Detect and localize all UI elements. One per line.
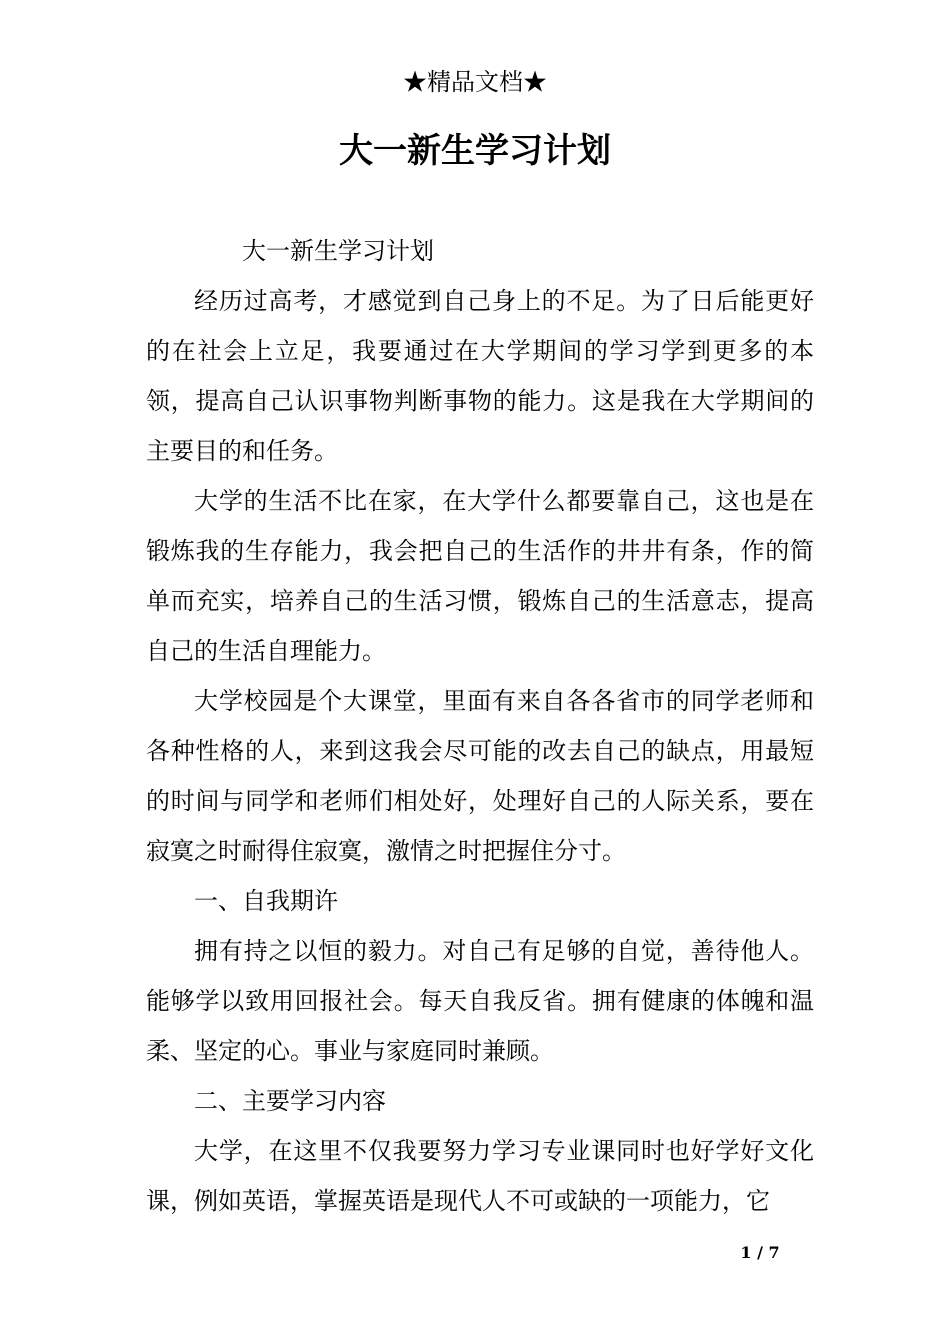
- page-number: 1 / 7: [740, 1243, 780, 1262]
- self-expectation-paragraph: 拥有持之以恒的毅力。对自己有足够的自觉，善待他人。能够学以致用回报社会。每天自我反省。拥有健康的体魄和温柔、坚定的心。事业与家庭同时兼顾。: [146, 937, 814, 1065]
- document-title: 大一新生学习计划: [339, 131, 611, 171]
- intro-paragraph: 经历过高考，才感觉到自己身上的不足。为了日后能更好的在社会上立足，我要通过在大学期间的学习学到更多的本领，提高自己认识事物判断事物的能力。这是我在大学期间的主要目的和任务。: [146, 287, 814, 465]
- subtitle-paragraph: 大一新生学习计划: [242, 237, 434, 265]
- section-heading-self-expectation: 一、自我期许: [194, 887, 338, 915]
- section-heading-study-content: 二、主要学习内容: [194, 1087, 386, 1115]
- campus-paragraph: 大学校园是个大课堂，里面有来自各各省市的同学老师和各种性格的人，来到这我会尽可能的改去自己的缺点，用最短的时间与同学和老师们相处好，处理好自己的人际关系，要在寂寞之时耐得住寂寞，激情之时把握住分寸。: [146, 687, 814, 865]
- document-header-mark: ★精品文档★: [403, 68, 547, 96]
- study-content-paragraph: 大学，在这里不仅我要努力学习专业课同时也好学好文化课，例如英语，掌握英语是现代人不可或缺的一项能力，它: [146, 1137, 814, 1215]
- life-paragraph: 大学的生活不比在家，在大学什么都要靠自己，这也是在锻炼我的生存能力，我会把自己的生活作的井井有条，作的简单而充实，培养自己的生活习惯，锻炼自己的生活意志，提高自己的生活自理能力。: [146, 487, 814, 665]
- document-body: [146, 226, 814, 1226]
